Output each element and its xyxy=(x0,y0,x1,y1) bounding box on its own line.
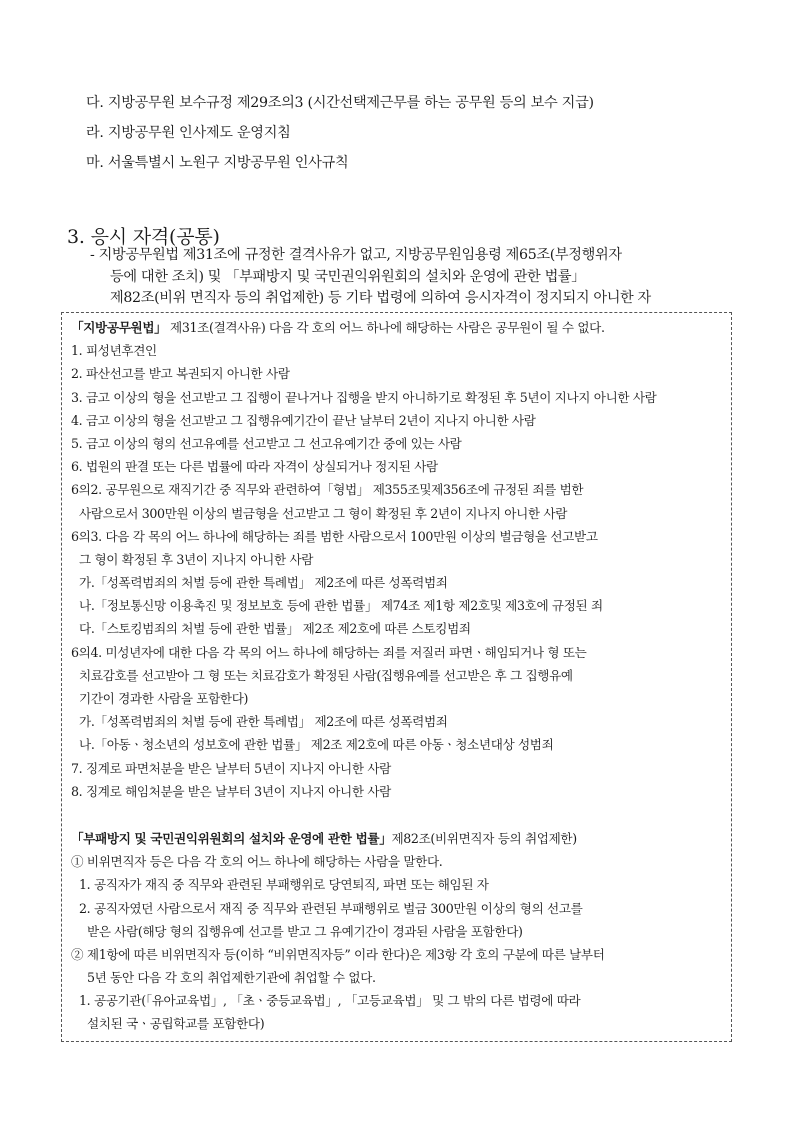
law-title: 「지방공무원법」 xyxy=(71,320,167,335)
eligibility-text: - 지방공무원법 제31조에 규정한 결격사유가 없고, 지방공무원임용령 제65조(부정행위자 xyxy=(90,247,622,263)
clause: 2. 공직자였던 사람으로서 재직 중 직무와 관련된 부패행위로 벌금 300만원 이상의 형의 선고를 xyxy=(79,900,583,916)
sub-clause: 다.「스토킹범죄의 처벌 등에 관한 법률」 제2조 제2호에 따른 스토킹범죄 xyxy=(79,621,471,637)
clause: 5. 금고 이상의 형의 선고유예를 선고받고 그 선고유예기간 중에 있는 사람 xyxy=(71,435,462,451)
law-title: 「부패방지 및 국민권익위원회의 설치와 운영에 관한 법률」 xyxy=(71,830,392,846)
clause: 6의2. 공무원으로 재직기간 중 직무와 관련하여「형법」 제355조및제356조에 규정된 죄를 범한 xyxy=(71,482,584,498)
legal-reference-box xyxy=(61,312,732,1042)
reference-item: 마. 서울특별시 노원구 지방공무원 인사규칙 xyxy=(86,155,349,171)
clause-continuation: 치료감호를 선고받아 그 형 또는 치료감호가 확정된 사람(집행유예를 선고받은 후 그 집행유예 xyxy=(79,667,573,683)
sub-clause: 나.「정보통신망 이용촉진 및 정보보호 등에 관한 법률」 제74조 제1항 제2호및 제3호에 규정된 죄 xyxy=(79,598,603,614)
clause: 6의3. 다음 각 목의 어느 하나에 해당하는 죄를 범한 사람으로서 100만원 이상의 벌금형을 선고받고 xyxy=(71,528,598,544)
clause: 8. 징계로 해임처분을 받은 날부터 3년이 지나지 아니한 사람 xyxy=(71,783,391,799)
clause: 7. 징계로 파면처분을 받은 날부터 5년이 지나지 아니한 사람 xyxy=(71,760,391,776)
eligibility-text: 등에 대한 조치) 및 「부패방지 및 국민권익위원회의 설치와 운영에 관한 법률」 xyxy=(110,268,586,285)
law-heading xyxy=(71,827,731,850)
reference-item: 라. 지방공무원 인사제도 운영지침 xyxy=(86,125,291,141)
paragraph: ① 비위면직자 등은 다음 각 호의 어느 하나에 해당하는 사람을 말한다. xyxy=(71,854,443,870)
clause-continuation: 사람으로서 300만원 이상의 벌금형을 선고받고 그 형이 확정된 후 2년이 지나지 아니한 사람 xyxy=(79,505,568,521)
paragraph: ② 제1항에 따른 비위면직자 등(이하 “비위면직자등” 이라 한다)은 제3항 각 호의 구분에 따른 날부터 xyxy=(71,946,605,962)
section-body xyxy=(90,245,740,310)
sub-clause: 나.「아동ㆍ청소년의 성보호에 관한 법률」 제2조 제2호에 따른 아동ㆍ청소년대상 성범죄 xyxy=(79,737,554,753)
clause: 1. 공공기관(「유아교육법」, 「초ㆍ중등교육법」, 「고등교육법」 및 그 밖의 다른 법령에 따라 xyxy=(79,993,581,1009)
reference-item: 다. 지방공무원 보수규정 제29조의3 (시간선택제근무를 하는 공무원 등의 보수 지급) xyxy=(86,95,594,111)
reference-list xyxy=(86,88,594,178)
clause: 1. 공직자가 재직 중 직무와 관련된 부패행위로 당연퇴직, 파면 또는 해임된 자 xyxy=(79,877,489,893)
sub-clause: 가.「성폭력범죄의 처벌 등에 관한 특례법」 제2조에 따른 성폭력범죄 xyxy=(79,714,448,730)
law-article: 제31조(결격사유) 다음 각 호의 어느 하나에 해당하는 사람은 공무원이 될 수 없다. xyxy=(166,320,605,335)
clause: 6의4. 미성년자에 대한 다음 각 목의 어느 하나에 해당하는 죄를 저질러 파면ㆍ해임되거나 형 또는 xyxy=(71,644,587,660)
law-heading xyxy=(71,316,731,339)
paragraph-continuation: 5년 동안 다음 각 호의 취업제한기관에 취업할 수 없다. xyxy=(87,970,376,986)
clause-continuation: 받은 사람(해당 형의 집행유예 선고를 받고 그 유예기간이 경과된 사람을 포함한다) xyxy=(87,923,523,939)
clause-continuation: 기간이 경과한 사람을 포함한다) xyxy=(79,691,249,706)
clause-continuation: 설치된 국ㆍ공립학교를 포함한다) xyxy=(87,1016,265,1032)
spacer xyxy=(71,803,731,827)
section-heading: 3. 응시 자격(공통) xyxy=(67,226,220,248)
eligibility-text: 제82조(비위 면직자 등의 취업제한) 등 기타 법령에 의하여 응시자격이 정지되지 아니한 자 xyxy=(110,290,651,306)
sub-clause: 가.「성폭력범죄의 처벌 등에 관한 특례법」 제2조에 따른 성폭력범죄 xyxy=(79,575,448,591)
clause: 2. 파산선고를 받고 복권되지 아니한 사람 xyxy=(71,366,290,382)
clause: 1. 피성년후견인 xyxy=(71,343,157,359)
clause: 3. 금고 이상의 형을 선고받고 그 집행이 끝나거나 집행을 받지 아니하기로 확정된 후 5년이 지나지 아니한 사람 xyxy=(71,389,657,405)
law-article: 제82조(비위면직자 등의 취업제한) xyxy=(391,830,577,846)
clause-continuation: 그 형이 확정된 후 3년이 지나지 아니한 사람 xyxy=(79,551,314,567)
clause: 6. 법원의 판결 또는 다른 법률에 따라 자격이 상실되거나 정지된 사람 xyxy=(71,459,438,475)
clause: 4. 금고 이상의 형을 선고받고 그 집행유예기간이 끝난 날부터 2년이 지나지 아니한 사람 xyxy=(71,412,536,428)
